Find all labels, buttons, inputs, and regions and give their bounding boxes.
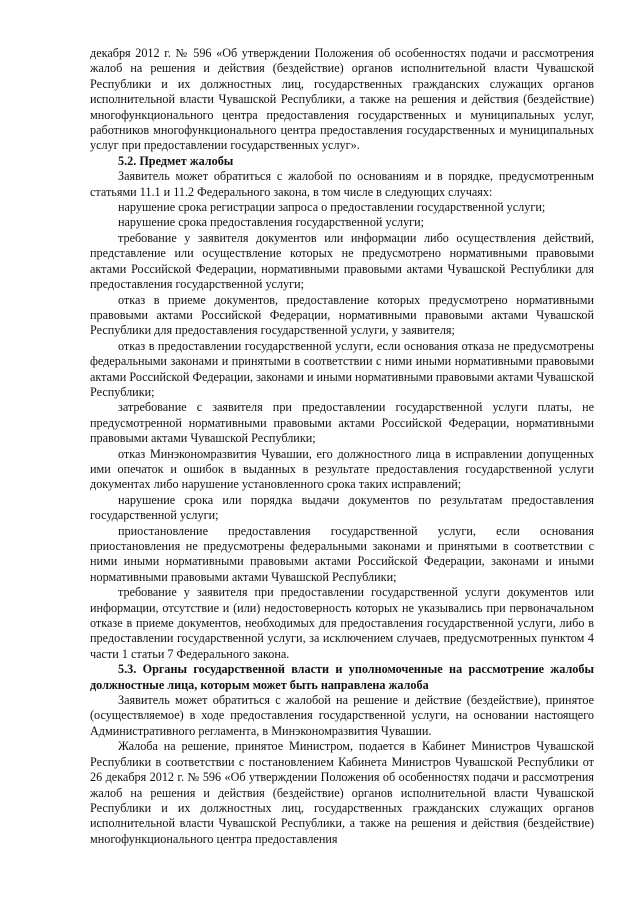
list-item: отказ в приеме документов, предоставление которых предусмотрено нормативными правовыми актами Российской Федерации, нормативными правовыми актами Чувашской Республики для предоставления государственной услуги, у заявителя; (90, 292, 594, 338)
list-item: нарушение срока регистрации запроса о предоставлении государственной услуги; (118, 200, 546, 215)
paragraph-continuation: декабря 2012 г. № 596 «Об утверждении Положения об особенностях подачи и рассмотрения жалоб на решения и действия (бездействие) органов исполнительной власти Чувашской Республики и их должностных лиц, государственных гражданских служащих органов исполнительной власти Чувашской Республики, а также на решения и действия (бездействие) многофункционального центра предоставления государственных и муниципальных услуг, работников многофункционального центра предоставления государственных и муниципальных услуг при предоставлении государственных услуг». (90, 46, 594, 153)
list-item: нарушение срока или порядка выдачи документов по результатам предоставления государственной услуги; (90, 492, 594, 523)
list-item: требование у заявителя документов или информации либо осуществления действий, представление или осуществление которых не предусмотрено нормативными правовыми актами Российской Федерации, нормативными правовыми актами Чувашской Республики для предоставления государственной услуги; (90, 230, 594, 292)
paragraph: Жалоба на решение, принятое Министром, подается в Кабинет Министров Чувашской Республики в соответствии с постановлением Кабинета Министров Чувашской Республики от 26 декабря 2012 г. № 596 «Об утверждении Положения об особенностях подачи и рассмотрения жалоб на решения и действия (бездействие) органов исполнительной власти Чувашской Республики и их должностных лиц, государственных гражданских служащих органов исполнительной власти Чувашской Республики, а также на решения и действия (бездействие) многофункционального центра предоставления (90, 739, 594, 846)
list-item: нарушение срока предоставления государственной услуги; (118, 215, 425, 230)
list-item: приостановление предоставления государственной услуги, если основания приостановления не предусмотрены федеральными законами и принятыми в соответствии с ними иными нормативными правовыми актами Российской Федерации, законами и иными нормативными правовыми актами Чувашской Республики; (90, 523, 594, 584)
list-item: затребование с заявителя при предоставлении государственной услуги платы, не предусмотренной нормативными правовыми актами Российской Федерации, нормативными правовыми актами Чувашской Республики; (90, 400, 594, 446)
paragraph: Заявитель может обратиться с жалобой по основаниям и в порядке, предусмотренным статьями 11.1 и 11.2 Федерального закона, в том числе в следующих случаях: (90, 169, 594, 199)
section-heading-5-2: 5.2. Предмет жалобы (118, 153, 234, 168)
list-item: отказ Минэкономразвития Чувашии, его должностного лица в исправлении допущенных ими опечаток и ошибок в выданных в результате предоставления государственной услуги документах либо нарушение установленного срока таких исправлений; (90, 446, 594, 492)
list-item: отказ в предоставлении государственной услуги, если основания отказа не предусмотрены федеральными законами и принятыми в соответствии с ними иными нормативными правовыми актами Российской Федерации, законами и иными нормативными правовыми актами Чувашской Республики; (90, 338, 594, 399)
paragraph: Заявитель может обратиться с жалобой на решение и действие (бездействие), принятое (осуществляемое) в ходе предоставления государственной услуги, на основании настоящего Административного регламента, в Минэкономразвития Чувашии. (90, 693, 594, 738)
section-heading-5-3: 5.3. Органы государственной власти и уполномоченные на рассмотрение жалобы должностные лица, которым может быть направлена жалоба (90, 662, 594, 692)
list-item: требование у заявителя при предоставлении государственной услуги документов или информации, отсутствие и (или) недостоверность которых не указывались при первоначальном отказе в приеме документов, необходимых для предоставления государственной услуги, либо в предоставлении государственной услуги, за исключением случаев, предусмотренных пунктом 4 части 1 статьи 7 Федерального закона. (90, 585, 594, 661)
